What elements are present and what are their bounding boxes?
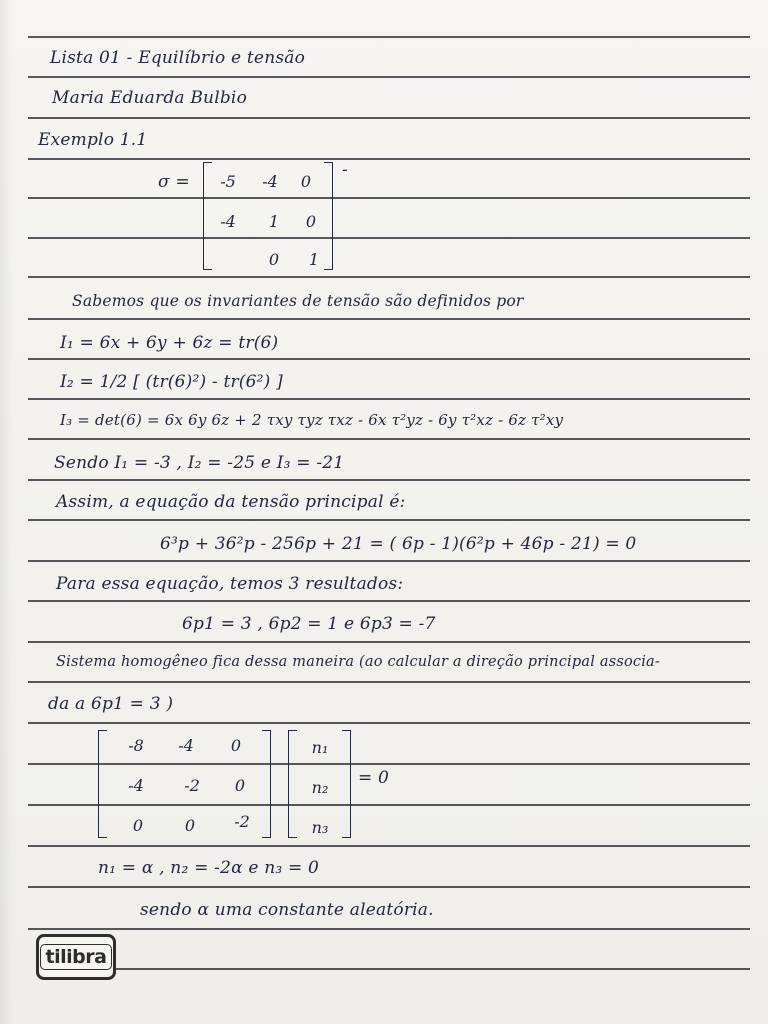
example-heading: Exemplo 1.1 [38,130,148,150]
vector-cell: n₂ [311,778,329,797]
ruled-line [28,197,750,199]
ruled-line [28,763,750,765]
system-cell: -4 [128,776,144,795]
tilibra-logo [36,934,116,980]
ruled-line [28,681,750,683]
vector-bracket-left [288,730,297,838]
matrix-cell: 0 [300,172,312,191]
brand-text: tilibra [40,944,113,970]
ruled-line [28,845,750,847]
system-cell: 0 [234,776,246,795]
system-cell: 0 [132,816,144,835]
matrix-cell: 0 [305,212,317,231]
system-cell: -2 [184,776,200,795]
matrix-cell: 0 [268,250,280,269]
page-title: Lista 01 - Equilíbrio e tensão [50,48,306,68]
page-shadow [0,0,14,1024]
vector-cell: n₃ [311,818,329,837]
system-cell: 0 [184,816,196,835]
system-cell: -4 [178,736,194,755]
stress-matrix-label: σ = [158,172,190,192]
ruled-line [28,276,750,278]
ruled-line [28,237,750,239]
ruled-line [116,968,750,970]
solution-line: n₁ = α , n₂ = -2α e n₃ = 0 [98,858,320,878]
system-cell: -8 [128,736,144,755]
author-name: Maria Eduarda Bulbio [52,88,248,108]
matrix-cell: -5 [220,172,236,191]
ruled-line [28,438,750,440]
ruled-line [28,158,750,160]
ruled-line [28,36,750,38]
system-cell: 0 [230,736,242,755]
invariant-values: Sendo I₁ = -3 , I₂ = -25 e I₃ = -21 [54,453,345,473]
system-intro: Sistema homogêneo fica dessa maneira (ao calcular a direção principal associa- [56,654,661,670]
system-equals: = 0 [358,768,390,788]
invariant-i1: I₁ = 6x + 6y + 6z = tr(6) [60,333,279,353]
characteristic-equation: 6³p + 36²p - 256p + 21 = ( 6p - 1)(6²p + 46p - 21) = 0 [160,534,637,554]
ruled-line [28,519,750,521]
system-bracket-right [262,730,271,838]
invariant-i3: I₃ = det(6) = 6x 6y 6z + 2 τxy τyz τxz - 6x τ²yz - 6y τ²xz - 6z τ²xy [60,411,564,429]
ruled-line [28,641,750,643]
solution-note: sendo α uma constante aleatória. [140,900,434,920]
ruled-line [28,560,750,562]
system-bracket-left [98,730,107,838]
ruled-line [28,318,750,320]
ruled-line [28,398,750,400]
results-intro: Para essa equação, temos 3 resultados: [56,574,404,594]
principal-equation-intro: Assim, a equação da tensão principal é: [56,492,406,512]
matrix-cell: -4 [262,172,278,191]
ruled-line [28,358,750,360]
ruled-line [28,117,750,119]
ruled-line [28,722,750,724]
ruled-line [28,600,750,602]
vector-bracket-right [342,730,351,838]
system-cell: -2 [234,812,250,831]
matrix-trail-mark: - [342,160,348,180]
system-intro-cont: da a 6p1 = 3 ) [48,694,174,714]
vector-cell: n₁ [311,738,329,757]
invariants-intro: Sabemos que os invariantes de tensão são definidos por [72,292,524,310]
ruled-line [28,479,750,481]
principal-results: 6p1 = 3 , 6p2 = 1 e 6p3 = -7 [182,614,436,634]
matrix-cell: -4 [220,212,236,231]
matrix-cell: 1 [308,250,320,269]
invariant-i2: I₂ = 1/2 [ (tr(6)²) - tr(6²) ] [60,372,283,392]
ruled-line [28,804,750,806]
matrix-cell: 1 [268,212,280,231]
ruled-line [28,886,750,888]
ruled-line [28,76,750,78]
ruled-line [28,928,750,930]
